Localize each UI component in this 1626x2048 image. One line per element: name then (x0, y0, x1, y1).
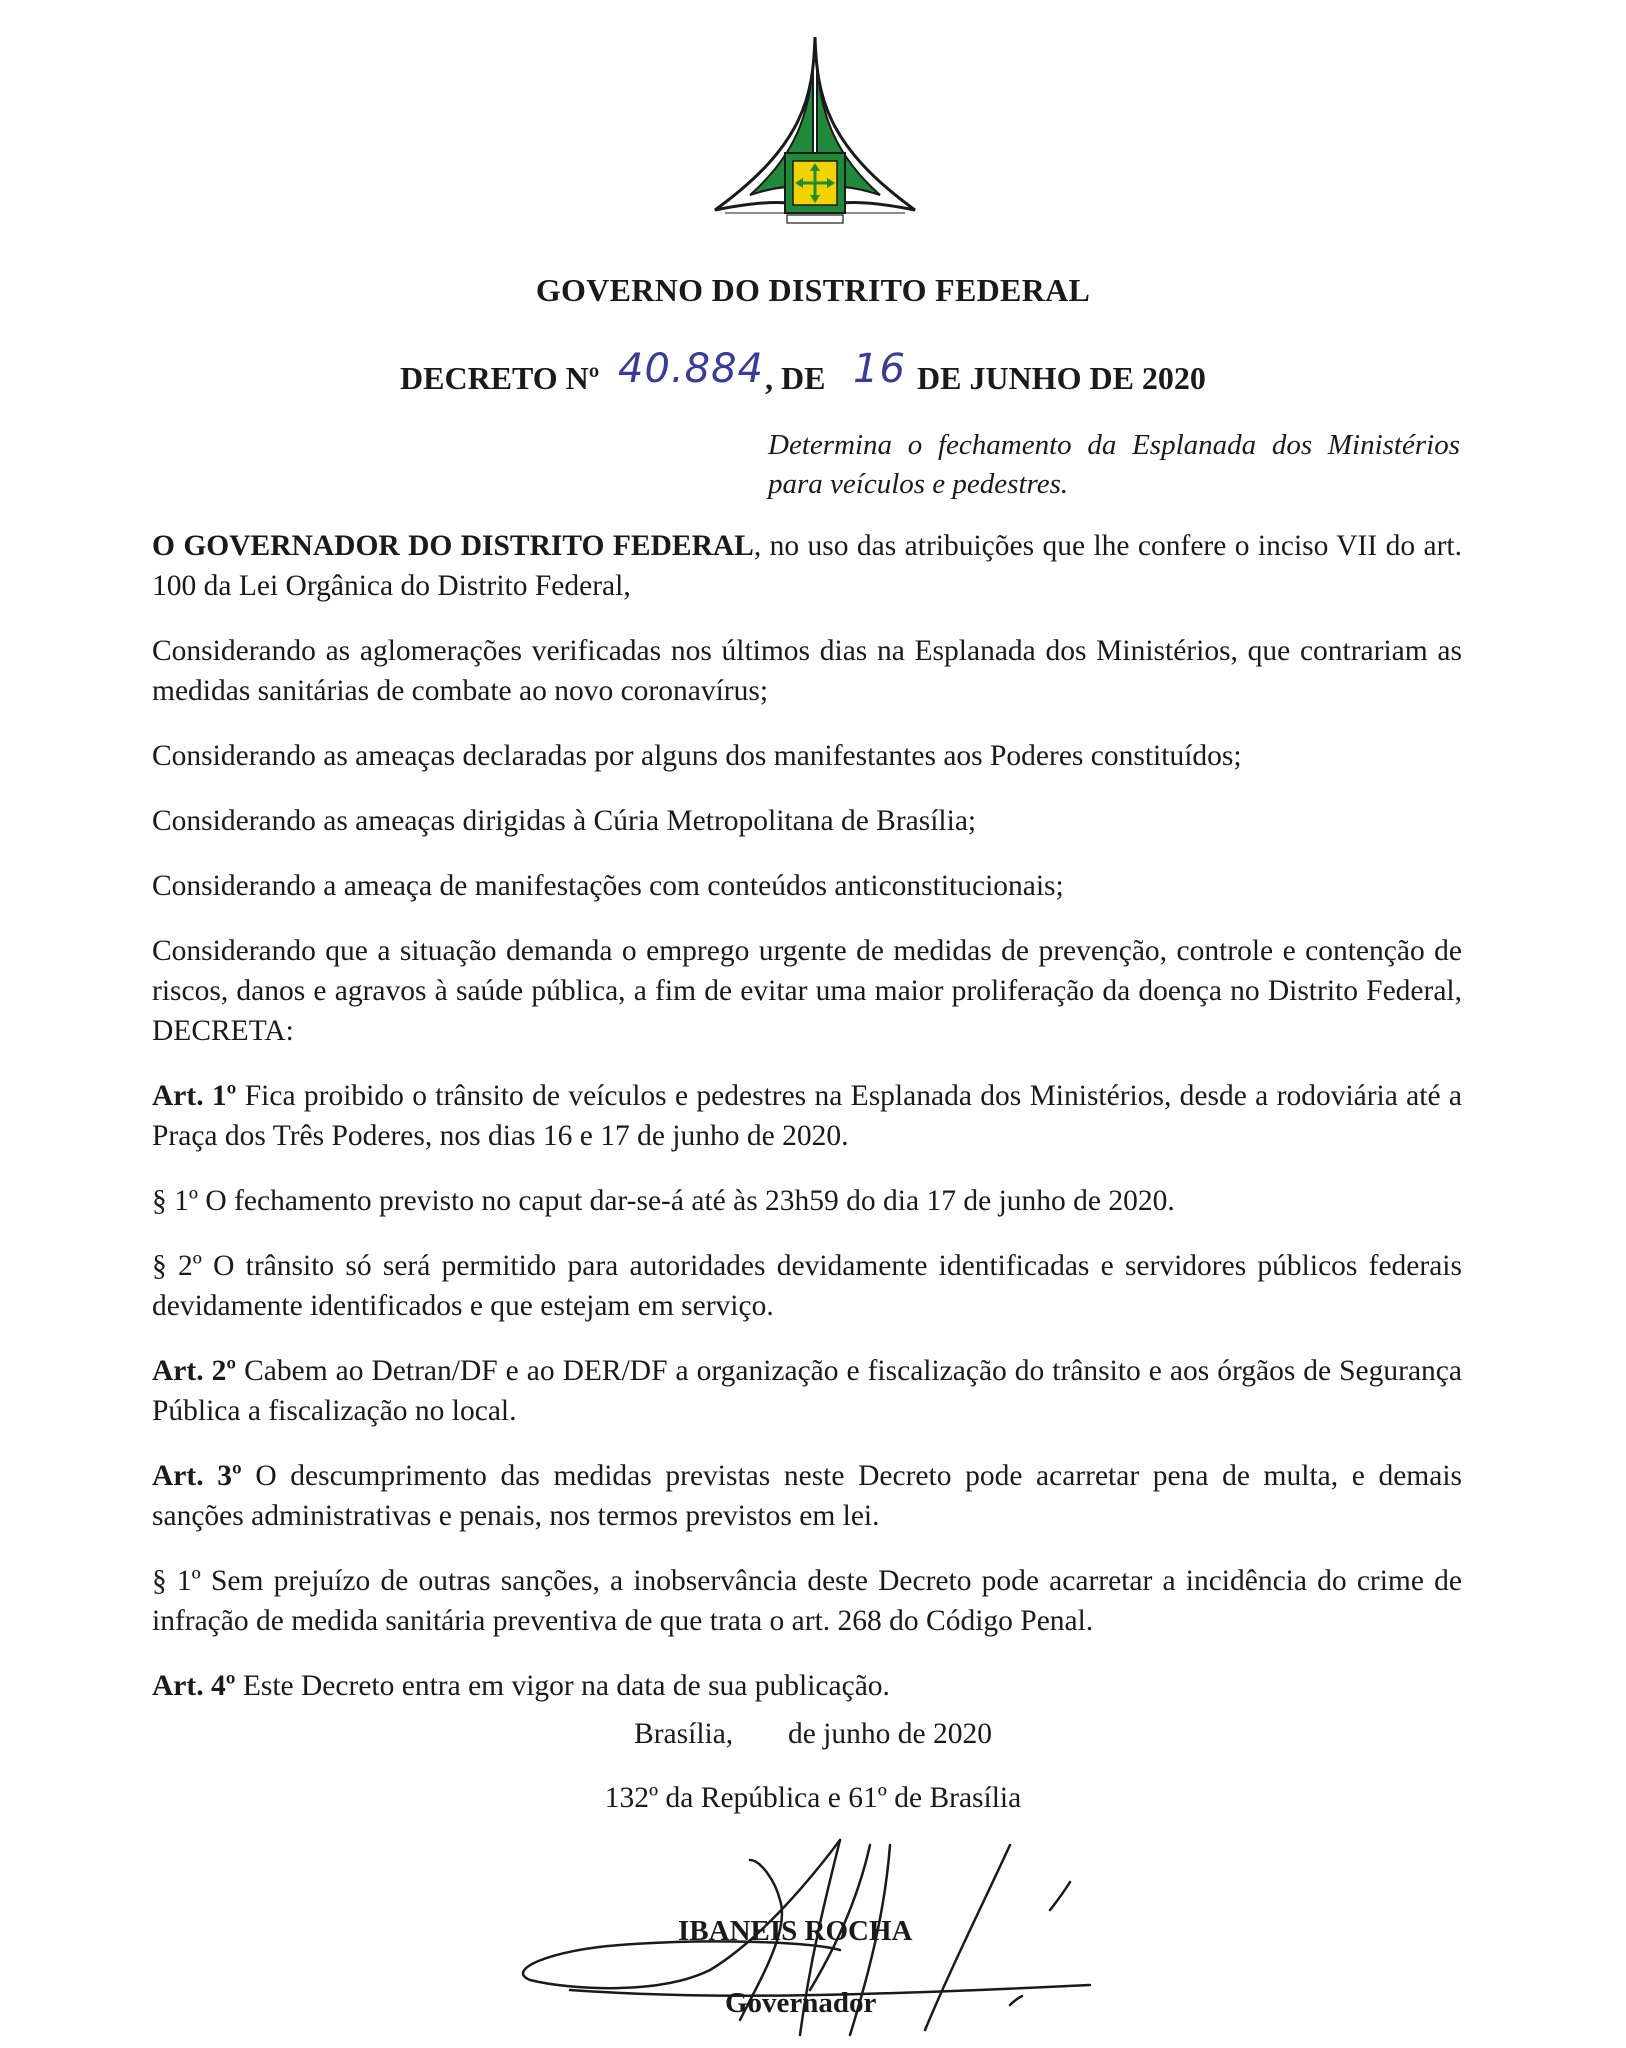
decree-summary: Determina o fechamento da Esplanada dos Ministérios para veículos e pedestres. (768, 429, 1460, 500)
article-1-paragraph-2: § 2º O trânsito só será permitido para autoridades devidamente identificadas e servidores públicos federais devidamente identificados e que estejam em serviço. (152, 1250, 1462, 1322)
article-3-text: O descumprimento das medidas previstas neste Decreto pode acarretar pena de multa, e demais sanções administrativas e penais, nos termos previstos em lei. (152, 1460, 1463, 1532)
article-4-label: Art. 4º (152, 1670, 236, 1702)
closing-place-date (0, 1718, 1626, 1751)
article-3 (152, 1456, 1462, 1536)
article-4 (152, 1666, 1462, 1706)
preamble-text: , no uso das atribuições que lhe confere o inciso VII do art. 100 da Lei Orgânica do Distrito Federal, (152, 530, 1462, 602)
article-2-text: Cabem ao Detran/DF e ao DER/DF a organização e fiscalização do trânsito e aos órgãos de Segurança Pública a fiscalização no local. (152, 1355, 1462, 1427)
decree-prefix: DECRETO Nº (400, 360, 600, 396)
article-1 (152, 1076, 1462, 1156)
decree-date-prefix: , DE (765, 360, 826, 396)
article-2 (152, 1351, 1462, 1431)
considerando-1: Considerando as aglomerações verificadas nos últimos dias na Esplanada dos Ministérios, que contrariam as medidas sanitárias de combate ao novo coronavírus; (152, 635, 1462, 707)
decree-date-suffix: DE JUNHO DE 2020 (917, 360, 1206, 396)
considerando-3: Considerando as ameaças dirigidas à Cúria Metropolitana de Brasília; (152, 805, 977, 837)
decree-heading (0, 346, 1626, 412)
decree-body (152, 526, 1462, 1731)
brasilia-coat-of-arms-icon (705, 35, 925, 250)
article-2-label: Art. 2º (152, 1355, 237, 1387)
article-1-label: Art. 1º (152, 1080, 237, 1112)
decree-number-handwritten: 40.884 (618, 346, 764, 392)
signatory-role: Governador (725, 1987, 877, 2019)
considerando-2: Considerando as ameaças declaradas por alguns dos manifestantes aos Poderes constituídos; (152, 740, 1242, 772)
article-4-text: Este Decreto entra em vigor na data de sua publicação. (235, 1670, 890, 1702)
article-3-label: Art. 3º (152, 1460, 242, 1492)
article-3-paragraph-1: § 1º Sem prejuízo de outras sanções, a inobservância deste Decreto pode acarretar a incidência do crime de infração de medida sanitária preventiva de que trata o art. 268 do Código Penal. (152, 1565, 1462, 1637)
preamble-lead: O GOVERNADOR DO DISTRITO FEDERAL (152, 530, 754, 562)
closing-date: de junho de 2020 (787, 1718, 992, 1750)
government-title: GOVERNO DO DISTRITO FEDERAL (535, 272, 1091, 308)
considerando-4: Considerando a ameaça de manifestações com conteúdos anticonstitucionais; (152, 870, 1064, 902)
considerando-5: Considerando que a situação demanda o emprego urgente de medidas de prevenção, controle e contenção de riscos, danos e agravos à saúde pública, a fim de evitar uma maior proliferação da doença no Distrito Federal, DECRETA: (152, 935, 1462, 1047)
article-1-text: Fica proibido o trânsito de veículos e pedestres na Esplanada dos Ministérios, desde a rodoviária até a Praça dos Três Poderes, nos dias 16 e 17 de junho de 2020. (152, 1080, 1463, 1152)
closing-place: Brasília, (634, 1718, 734, 1750)
preamble (152, 526, 1462, 606)
signatory-name: IBANEIS ROCHA (678, 1915, 913, 1947)
closing-era: 132º da República e 61º de Brasília (604, 1782, 1022, 1814)
decree-day-handwritten: 16 (853, 346, 906, 392)
article-1-paragraph-1: § 1º O fechamento previsto no caput dar-se-á até às 23h59 do dia 17 de junho de 2020. (152, 1185, 1175, 1217)
